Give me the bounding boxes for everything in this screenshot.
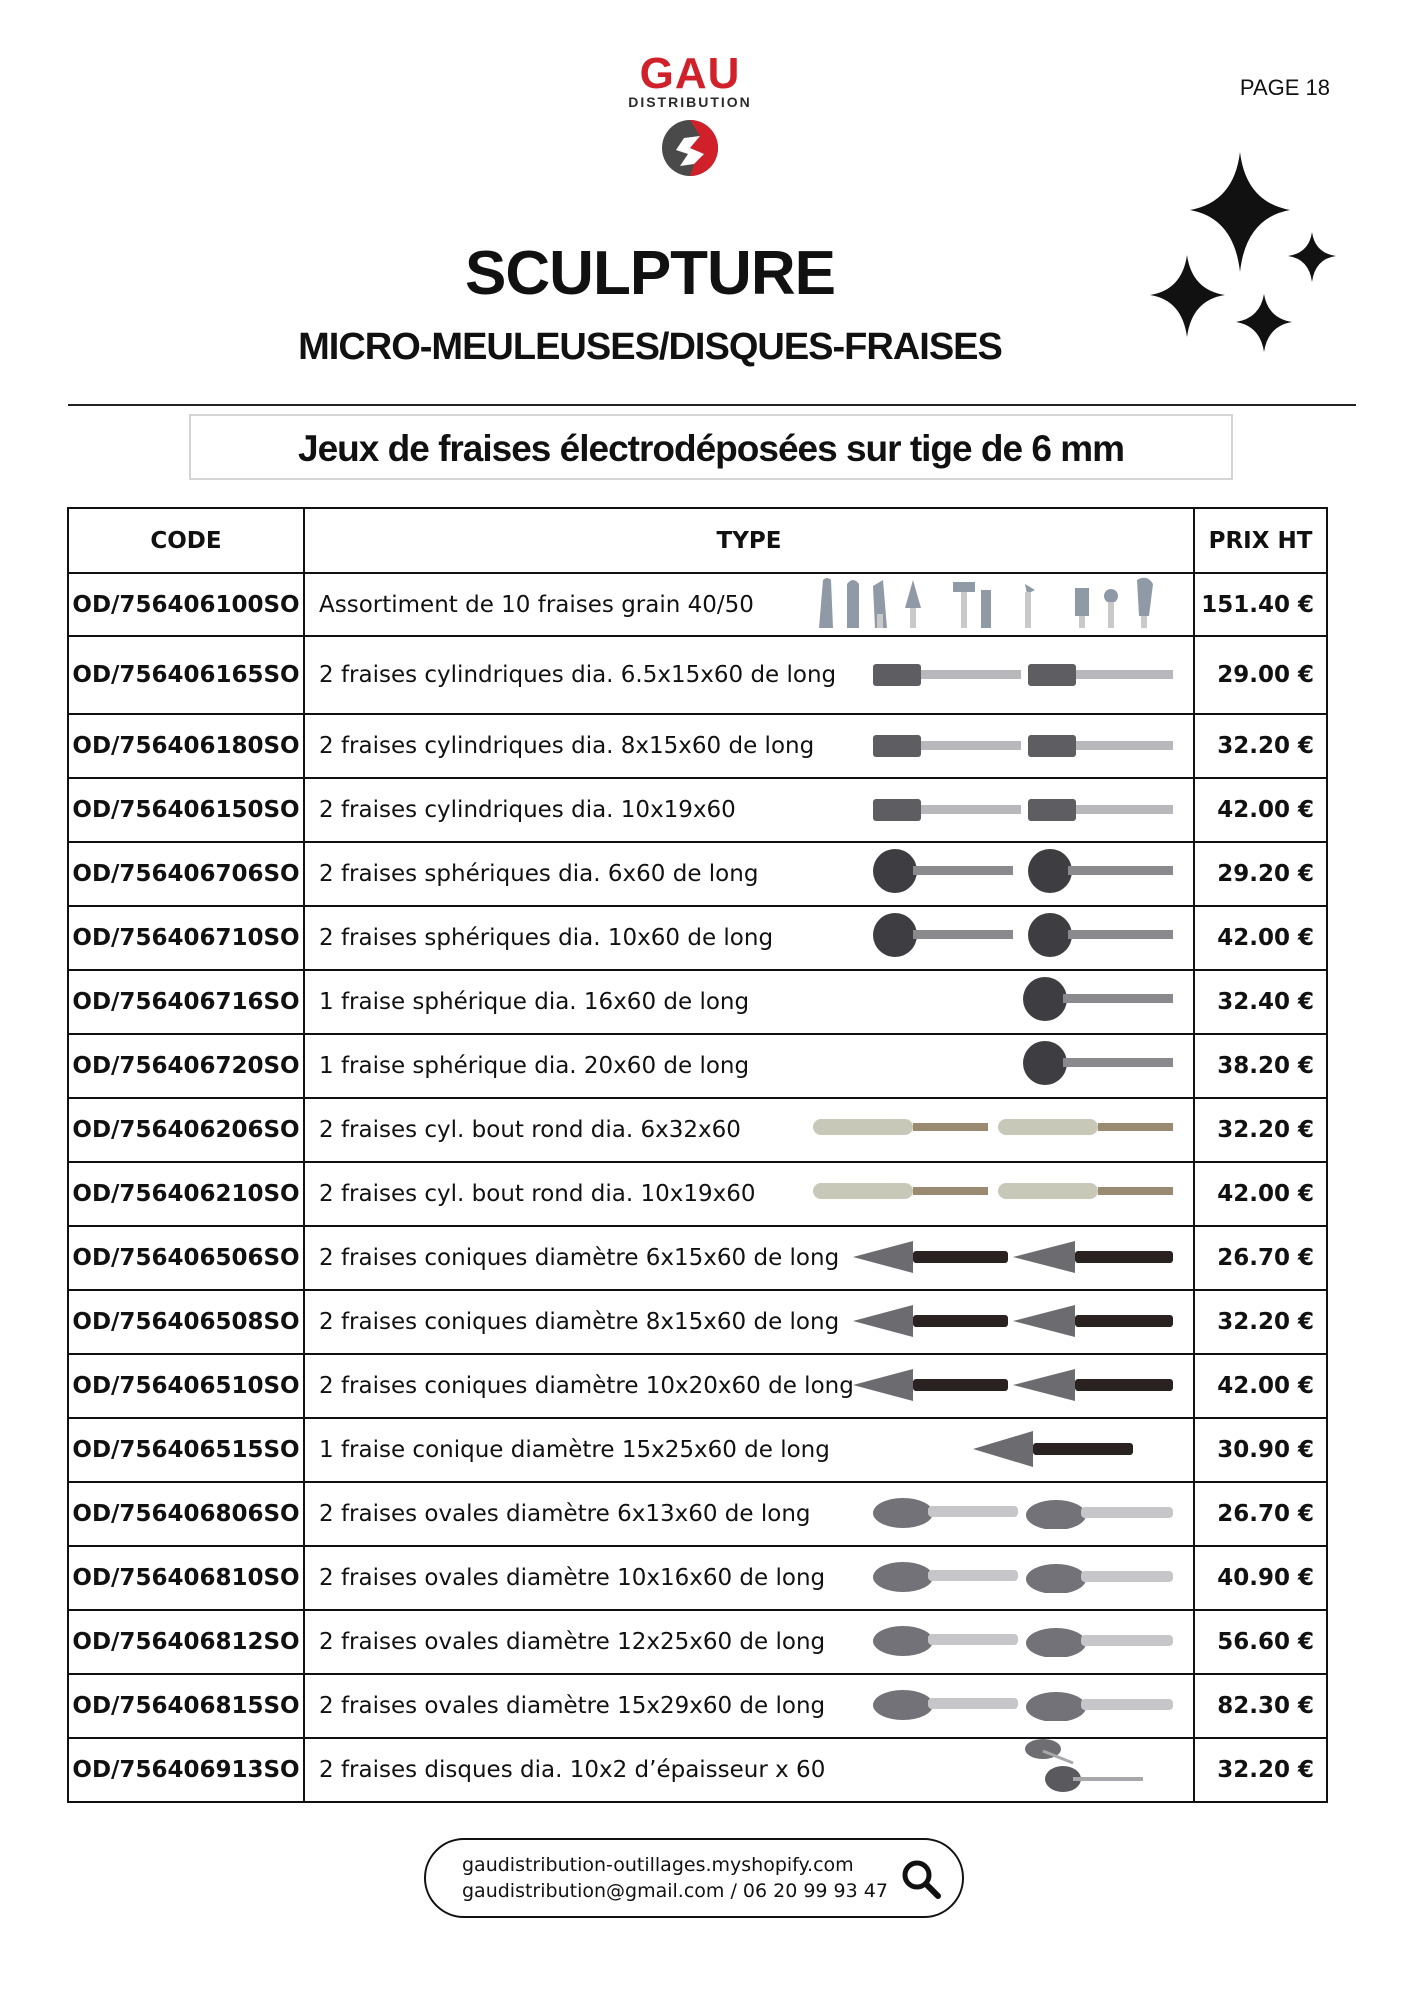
footer-contact [424, 1838, 964, 1918]
assortment-tool-icon [813, 574, 1173, 636]
row-type [305, 1163, 1195, 1225]
row-type-label: 2 fraises coniques diamètre 10x20x60 de long [319, 1373, 854, 1399]
row-code: OD/756406508SO [69, 1291, 305, 1353]
row-code: OD/756406506SO [69, 1227, 305, 1289]
row-type [305, 1035, 1195, 1097]
cone-single-tool-icon [973, 1427, 1133, 1473]
row-price: 42.00 € [1217, 925, 1314, 951]
row-code: OD/756406150SO [69, 779, 305, 841]
table-row [69, 1097, 1326, 1161]
table-row [69, 1353, 1326, 1417]
row-type [305, 1547, 1195, 1609]
row-price: 32.40 € [1217, 989, 1314, 1015]
brand-name: GAU [639, 49, 741, 98]
row-code: OD/756406913SO [69, 1739, 305, 1801]
cylinder-pair-tool-icon [873, 792, 1173, 828]
row-code: OD/756406165SO [69, 637, 305, 713]
row-code: OD/756406815SO [69, 1675, 305, 1737]
row-type-label: 2 fraises ovales diamètre 10x16x60 de long [319, 1565, 826, 1591]
header-code: CODE [69, 509, 305, 572]
table-row [69, 1033, 1326, 1097]
oval-pair-tool-icon [873, 1493, 1173, 1535]
row-type [305, 779, 1195, 841]
row-type [305, 1675, 1195, 1737]
header-type: TYPE [305, 509, 1195, 572]
cone-pair-tool-icon [853, 1363, 1173, 1409]
section-title: Jeux de fraises électrodéposées sur tige de 6 mm [298, 428, 1124, 469]
row-price: 42.00 € [1217, 1373, 1314, 1399]
row-type-label: 2 fraises coniques diamètre 6x15x60 de long [319, 1245, 840, 1271]
table-row [69, 841, 1326, 905]
row-price: 32.20 € [1217, 1117, 1314, 1143]
sphere-pair-tool-icon [873, 910, 1173, 966]
row-type [305, 1291, 1195, 1353]
table-row [69, 1161, 1326, 1225]
row-code: OD/756406810SO [69, 1547, 305, 1609]
divider [68, 404, 1356, 406]
table-row [69, 1673, 1326, 1737]
row-type-label: 2 fraises cylindriques dia. 10x19x60 [319, 797, 736, 823]
row-type-label: 2 fraises coniques diamètre 8x15x60 de long [319, 1309, 840, 1335]
row-code: OD/756406510SO [69, 1355, 305, 1417]
row-type-label: 1 fraise sphérique dia. 16x60 de long [319, 989, 750, 1015]
row-price: 32.20 € [1217, 1309, 1314, 1335]
rounded-pair-tool-icon [813, 1179, 1173, 1209]
row-type-label: 2 fraises cyl. bout rond dia. 6x32x60 [319, 1117, 741, 1143]
page-number: PAGE 18 [1239, 75, 1330, 100]
row-price: 38.20 € [1217, 1053, 1314, 1079]
row-code: OD/756406210SO [69, 1163, 305, 1225]
row-price: 32.20 € [1217, 733, 1314, 759]
row-type [305, 843, 1195, 905]
row-type-label: 2 fraises cylindriques dia. 8x15x60 de long [319, 733, 815, 759]
rounded-pair-tool-icon [813, 1115, 1173, 1145]
oval-pair-tool-icon [873, 1685, 1173, 1727]
cone-pair-tool-icon [853, 1235, 1173, 1281]
row-price: 30.90 € [1217, 1437, 1314, 1463]
row-type [305, 907, 1195, 969]
row-type [305, 1483, 1195, 1545]
row-type [305, 1419, 1195, 1481]
row-code: OD/756406710SO [69, 907, 305, 969]
disc-pair-tool-icon [1023, 1737, 1163, 1803]
row-price: 32.20 € [1217, 1757, 1314, 1783]
row-code: OD/756406806SO [69, 1483, 305, 1545]
table-row [69, 1417, 1326, 1481]
cylinder-pair-tool-icon [873, 728, 1173, 764]
section-header [189, 414, 1233, 480]
brand-logo [620, 49, 770, 184]
table-row [69, 1225, 1326, 1289]
table-row [69, 1481, 1326, 1545]
row-code: OD/756406206SO [69, 1099, 305, 1161]
table-row [69, 572, 1326, 635]
row-type [305, 715, 1195, 777]
row-type-label: 2 fraises sphériques dia. 6x60 de long [319, 861, 759, 887]
table-row [69, 905, 1326, 969]
row-code: OD/756406100SO [69, 574, 305, 635]
table-row [69, 1737, 1326, 1801]
cylinder-pair-tool-icon [873, 657, 1173, 693]
row-price: 42.00 € [1217, 797, 1314, 823]
table-row [69, 635, 1326, 713]
oval-pair-tool-icon [873, 1557, 1173, 1599]
table-row [69, 1289, 1326, 1353]
row-type-label: 2 fraises sphériques dia. 10x60 de long [319, 925, 774, 951]
sphere-pair-tool-icon [873, 846, 1173, 902]
row-code: OD/756406515SO [69, 1419, 305, 1481]
sphere-single-tool-icon [1023, 974, 1173, 1030]
row-type-label: 1 fraise sphérique dia. 20x60 de long [319, 1053, 750, 1079]
row-type-label: 2 fraises ovales diamètre 6x13x60 de long [319, 1501, 811, 1527]
row-type-label: 2 fraises cyl. bout rond dia. 10x19x60 [319, 1181, 756, 1207]
row-price: 151.40 € [1201, 591, 1314, 618]
footer-website[interactable]: gaudistribution-outillages.myshopify.com [462, 1854, 854, 1876]
row-code: OD/756406180SO [69, 715, 305, 777]
row-type [305, 1355, 1195, 1417]
row-type-label: 2 fraises ovales diamètre 12x25x60 de long [319, 1629, 826, 1655]
row-type [305, 971, 1195, 1033]
row-type-label: 1 fraise conique diamètre 15x25x60 de long [319, 1437, 830, 1463]
oval-pair-tool-icon [873, 1621, 1173, 1663]
table-header [69, 509, 1326, 572]
row-type [305, 1611, 1195, 1673]
brand-mark-icon [660, 114, 730, 180]
row-type [305, 637, 1195, 713]
page-title: SCULPTURE [465, 239, 835, 308]
row-type [305, 1739, 1195, 1801]
table-row [69, 777, 1326, 841]
row-code: OD/756406706SO [69, 843, 305, 905]
search-icon[interactable] [898, 1856, 944, 1902]
cone-pair-tool-icon [853, 1299, 1173, 1345]
row-type [305, 1099, 1195, 1161]
row-price: 26.70 € [1217, 1245, 1314, 1271]
row-price: 26.70 € [1217, 1501, 1314, 1527]
row-type-label: 2 fraises disques dia. 10x2 d’épaisseur x 60 [319, 1757, 826, 1783]
row-code: OD/756406720SO [69, 1035, 305, 1097]
table-row [69, 969, 1326, 1033]
brand-sub: DISTRIBUTION [628, 94, 752, 110]
row-code: OD/756406716SO [69, 971, 305, 1033]
row-type-label: Assortiment de 10 fraises grain 40/50 [319, 591, 754, 618]
row-type-label: 2 fraises ovales diamètre 15x29x60 de long [319, 1693, 826, 1719]
row-code: OD/756406812SO [69, 1611, 305, 1673]
table-row [69, 713, 1326, 777]
row-price: 40.90 € [1217, 1565, 1314, 1591]
page-subtitle: MICRO-MEULEUSES/DISQUES-FRAISES [298, 326, 1002, 368]
row-type [305, 1227, 1195, 1289]
row-price: 29.20 € [1217, 861, 1314, 887]
row-price: 29.00 € [1217, 662, 1314, 688]
row-price: 42.00 € [1217, 1181, 1314, 1207]
table-row [69, 1609, 1326, 1673]
product-table [67, 507, 1328, 1803]
footer-contact-info: gaudistribution@gmail.com / 06 20 99 93 47 [462, 1880, 888, 1902]
row-type-label: 2 fraises cylindriques dia. 6.5x15x60 de long [319, 662, 837, 688]
header-price: PRIX HT [1208, 527, 1313, 554]
sphere-single-tool-icon [1023, 1038, 1173, 1094]
row-price: 82.30 € [1217, 1693, 1314, 1719]
row-type [305, 574, 1195, 635]
row-price: 56.60 € [1217, 1629, 1314, 1655]
table-row [69, 1545, 1326, 1609]
